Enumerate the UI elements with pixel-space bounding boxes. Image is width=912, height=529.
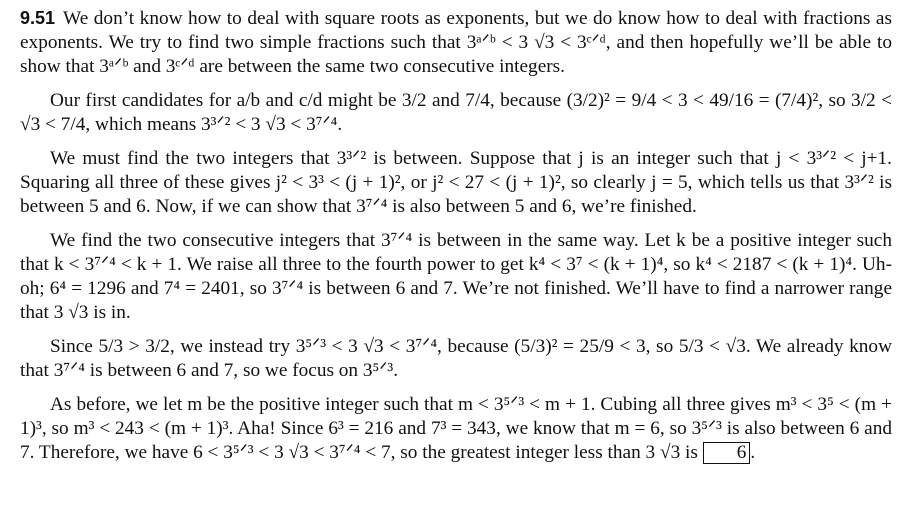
paragraph-6-text: As before, we let m be the positive integer such that m < 3⁵ᐟ³ < m + 1. Cubing all three gives m³ < 3⁵ < (m + 1)³, so m³ < 243 < (m + 1)³. Aha! Since 6³ = 216 and 7³ = 343, we know that m = 6, so 3⁵ᐟ³ is also between 6 and 7. Therefore, we have 6 < 3⁵ᐟ³ < 3 √3 < 3⁷ᐟ⁴ < 7, so the greatest integer less than 3 √3 is bbox=[20, 394, 892, 463]
paragraph-3: We must find the two integers that 3³ᐟ² is between. Suppose that j is an integer such that j < 3³ᐟ² < j+1. Squaring all three of these gives j² < 3³ < (j + 1)², or j² < 27 < (j + 1)², so clearly j = 5, which tells us that 3³ᐟ² is between 5 and 6. Now, if we can show that 3⁷ᐟ⁴ is also between 5 and 6, we’re finished. bbox=[20, 148, 892, 217]
paragraph-1 bbox=[20, 6, 892, 79]
paragraph-6 bbox=[20, 393, 892, 465]
paragraph-4: We find the two consecutive integers that 3⁷ᐟ⁴ is between in the same way. Let k be a positive integer such that k < 3⁷ᐟ⁴ < k + 1. We raise all three to the fourth power to get k⁴ < 3⁷ < (k + 1)⁴, so k⁴ < 2187 < (k + 1)⁴. Uh-oh; 6⁴ = 1296 and 7⁴ = 2401, so 3⁷ᐟ⁴ is between 6 and 7. We’re not finished. We’ll have to find a narrower range that 3 √3 is in. bbox=[20, 230, 892, 323]
paragraph-2: Our first candidates for a/b and c/d might be 3/2 and 7/4, because (3/2)² = 9/4 < 3 < 49/16 = (7/4)², so 3/2 < √3 < 7/4, which means 3³ᐟ² < 3 √3 < 3⁷ᐟ⁴. bbox=[20, 90, 892, 135]
answer-box: 6 bbox=[703, 442, 751, 464]
problem-number: 9.51 bbox=[20, 8, 56, 28]
paragraph-5: Since 5/3 > 3/2, we instead try 3⁵ᐟ³ < 3 √3 < 3⁷ᐟ⁴, because (5/3)² = 25/9 < 3, so 5/3 < √3. We already know that 3⁷ᐟ⁴ is between 6 and 7, so we focus on 3⁵ᐟ³. bbox=[20, 336, 892, 381]
final-period: . bbox=[750, 442, 756, 463]
paragraph-1-text: We don’t know how to deal with square roots as exponents, but we do know how to deal with fractions as exponents. We try to find two simple fractions such that 3ᵃᐟᵇ < 3 √3 < 3ᶜᐟᵈ, and then hopefully we’ll be able to show that 3ᵃᐟᵇ and 3ᶜᐟᵈ are between the same two consecutive integers. bbox=[20, 8, 892, 77]
